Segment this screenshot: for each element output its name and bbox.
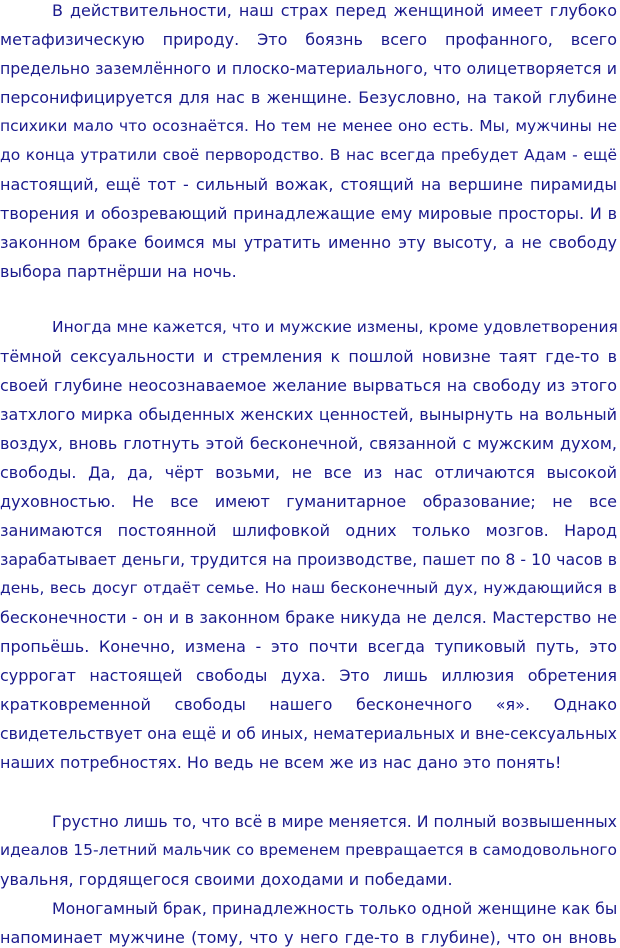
text-line: кратковременной свободы нашего бесконечного «я». Однако (0, 695, 617, 714)
text-line: метафизическую природу. Это боязнь всего профанного, всего (0, 30, 617, 49)
text-line: Моногамный брак, принадлежность только одной женщине как бы (52, 899, 618, 918)
text-line: бесконечности - он и в законном браке никуда не делся. Мастерство не (0, 608, 617, 627)
text-line: день, весь досуг отдаёт семье. Но наш бесконечный дух, нуждающийся в (0, 579, 617, 597)
text-line: затхлого мирка обыденных женских ценностей, вынырнуть на вольный (0, 405, 617, 424)
text-line: наших потребностях. Но ведь не всем же из нас дано это понять! (0, 753, 562, 772)
text-line: идеалов 15-летний мальчик со временем превращается в самодовольного (0, 841, 617, 859)
text-line: пропьёшь. Конечно, измена - это почти всегда тупиковый путь, это (0, 637, 617, 656)
text-line: свидетельствует она ещё и об иных, нематериальных и вне-сексуальных (0, 724, 617, 743)
text-line: свободы. Да, да, чёрт возьми, не все из нас отличаются высокой (0, 463, 617, 482)
text-line: воздух, вновь глотнуть этой бесконечной, связанной с мужским духом, (0, 434, 617, 453)
text-line: напоминает мужчине (тому, что у него где-то в глубине), что он вновь (0, 928, 617, 947)
text-line: творения и обозревающий принадлежащие ему мировые просторы. И в (0, 204, 617, 223)
text-line: В действительности, наш страх перед женщиной имеет глубоко (52, 1, 617, 20)
text-line: настоящий, ещё тот - сильный вожак, стоящий на вершине пирамиды (0, 175, 617, 194)
text-line: до конца утратили своё первородство. В нас всегда пребудет Адам - ещё (0, 146, 617, 164)
text-line: тёмной сексуальности и стремления к пошлой новизне таят где-то в (0, 347, 617, 366)
text-line: психики мало что осознаётся. Но тем не менее оно есть. Мы, мужчины не (0, 117, 617, 135)
text-line: персонифицируется для нас в женщине. Безусловно, на такой глубине (0, 88, 617, 107)
text-line: предельно заземлённого и плоско-материального, что олицетворяется и (0, 59, 617, 78)
text-line: зарабатывает деньги, трудится на производстве, пашет по 8 - 10 часов в (0, 550, 617, 569)
text-line: духовностью. Не все имеют гуманитарное образование; не все (0, 492, 617, 511)
text-line: своей глубине неосознаваемое желание вырваться на свободу из этого (0, 376, 617, 395)
text-line: законном браке боимся мы утратить именно эту высоту, а не свободу (0, 233, 617, 252)
text-line: Иногда мне кажется, что и мужские измены, кроме удовлетворения (52, 318, 618, 336)
text-line: выбора партнёрши на ночь. (0, 262, 237, 281)
text-line: суррогат настоящей свободы духа. Это лишь иллюзия обретения (0, 666, 617, 685)
text-line: Грустно лишь то, что всё в мире меняется. И полный возвышенных (52, 812, 617, 831)
text-line: увальня, гордящегося своими доходами и победами. (0, 870, 453, 889)
text-line: занимаются постоянной шлифовкой одних только мозгов. Народ (0, 521, 617, 540)
